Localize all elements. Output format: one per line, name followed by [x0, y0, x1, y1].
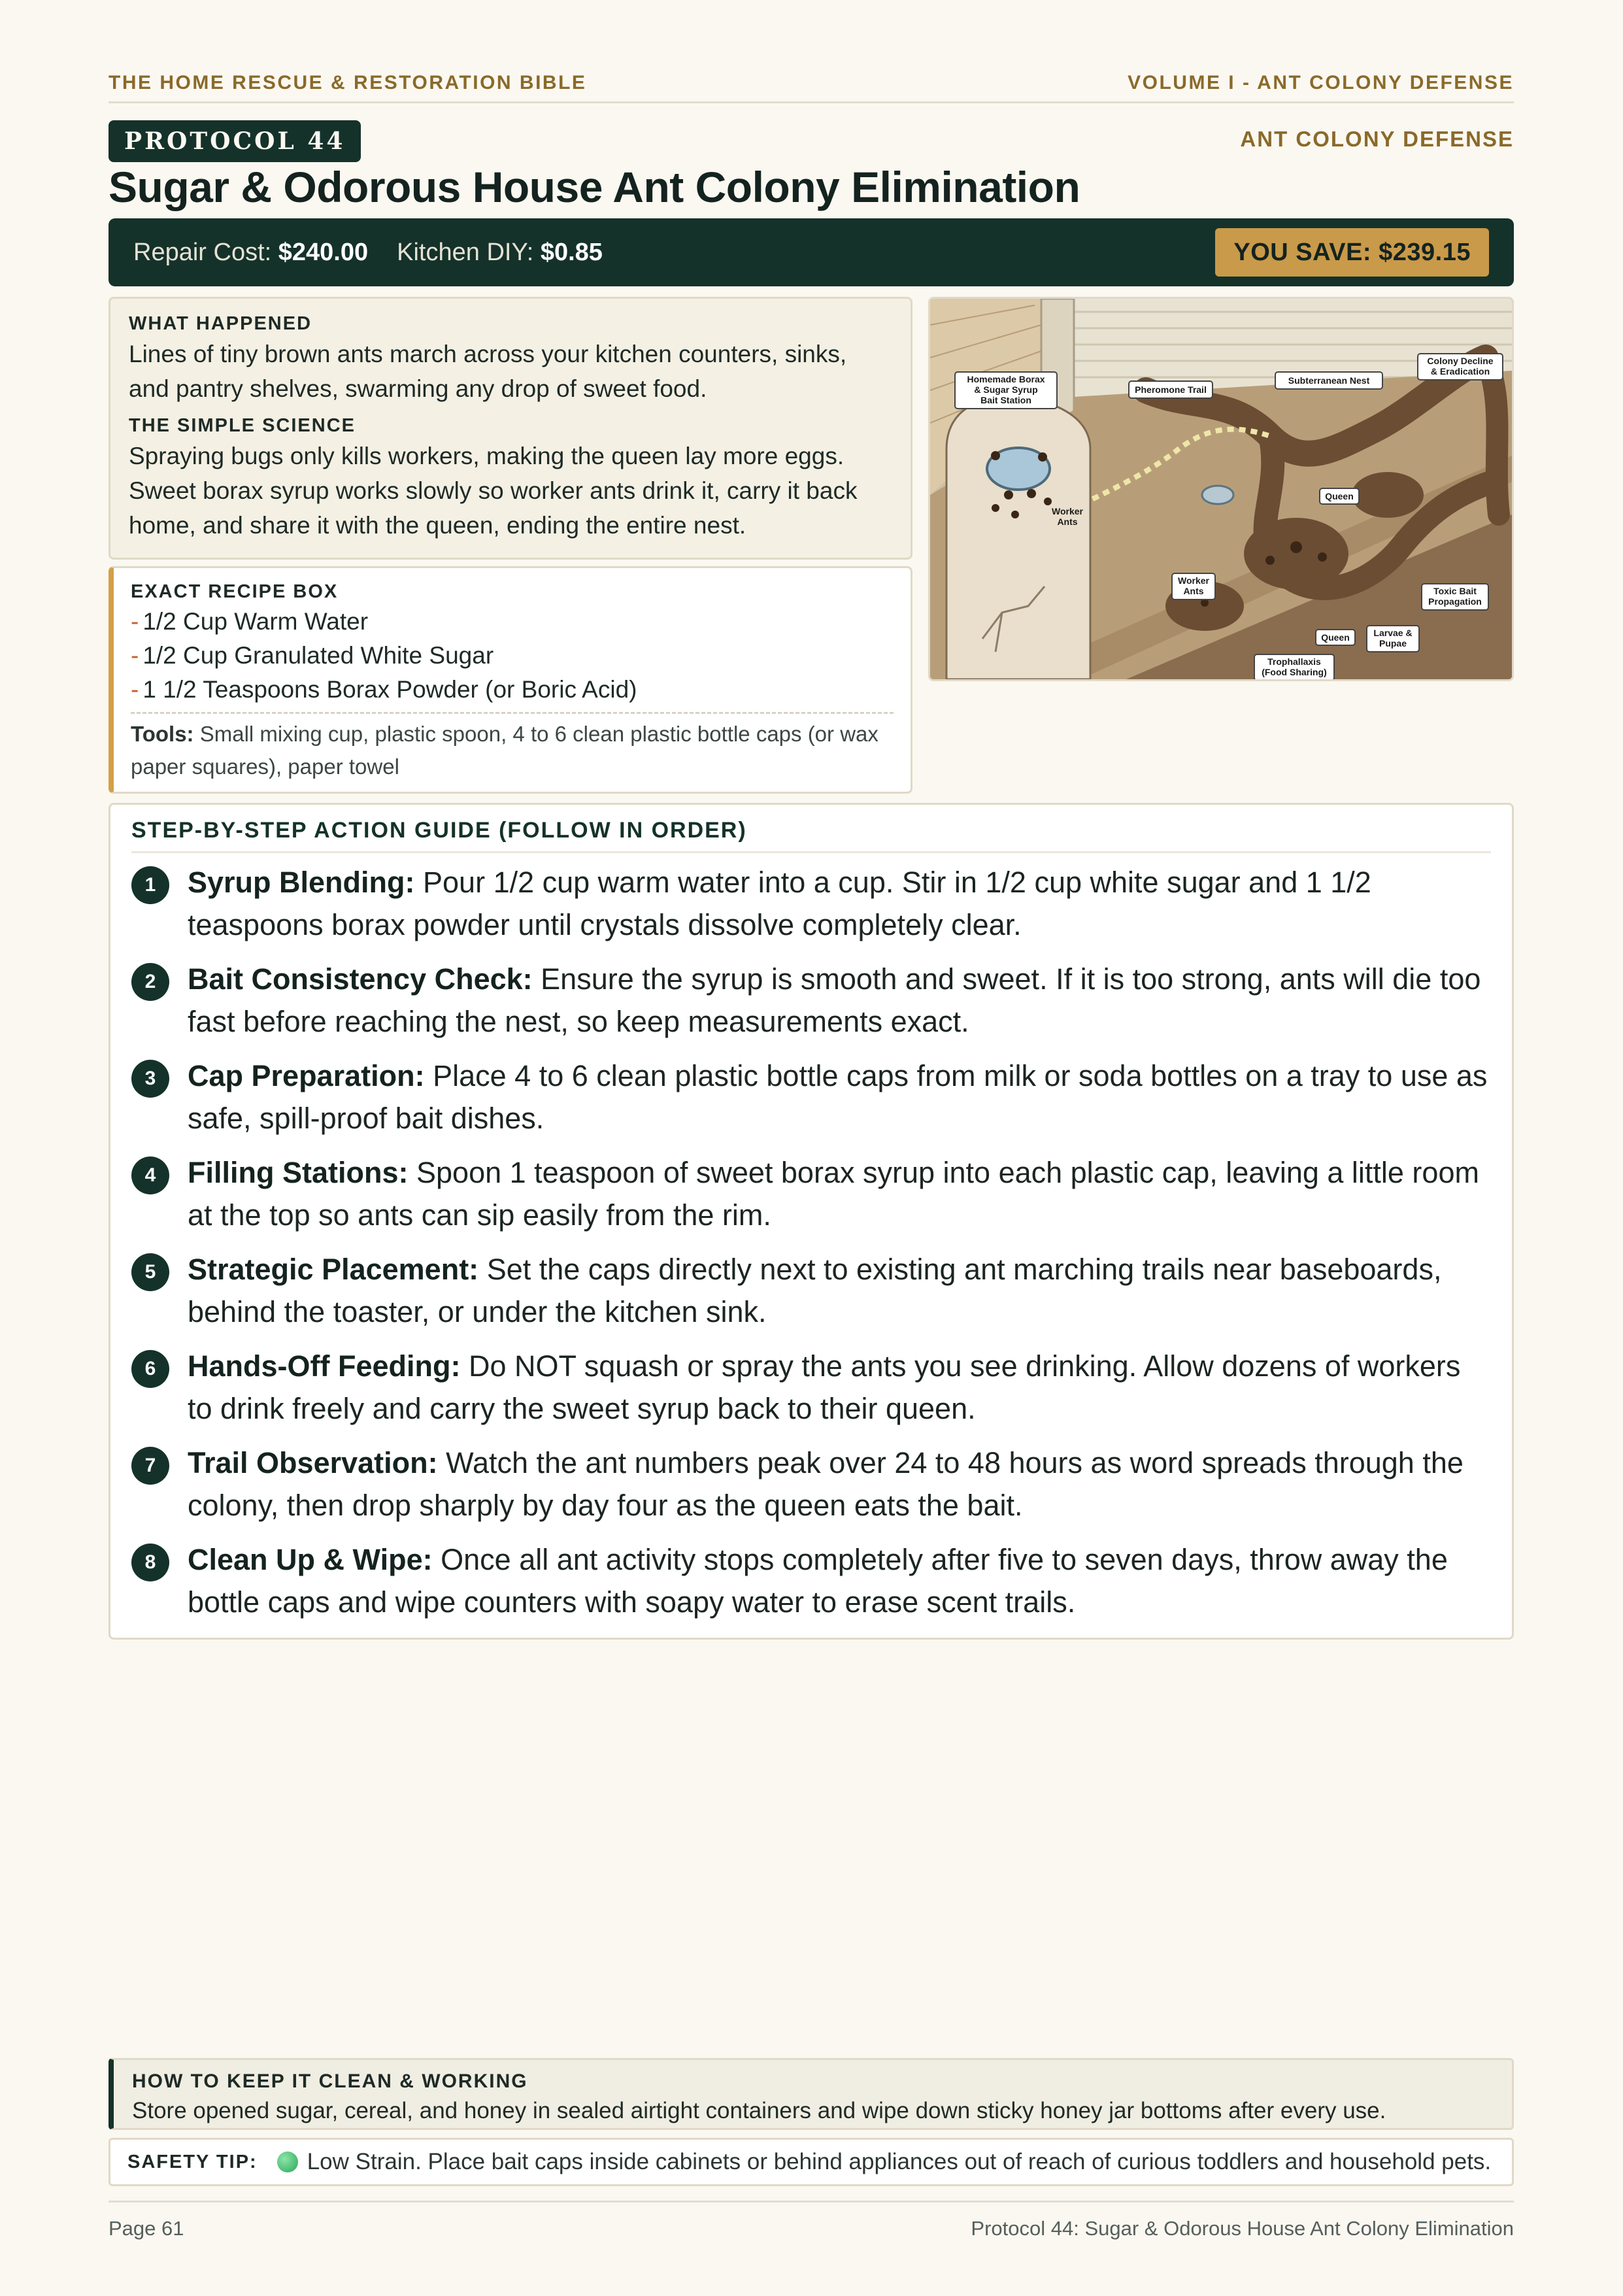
- step-number: 4: [131, 1156, 169, 1194]
- recipe-box: [109, 566, 912, 794]
- label-larvae-1: Larvae &: [1373, 628, 1413, 638]
- step-text: Spoon 1 teaspoon of sweet borax syrup into each plastic cap, leaving a little room at the top so ants can sip easily from the rim.: [188, 1156, 1479, 1232]
- safety-tip-label: SAFETY TIP:: [127, 2151, 258, 2172]
- tools-text: Small mixing cup, plastic spoon, 4 to 6 clean plastic bottle caps (or wax paper squares), paper towel: [131, 722, 878, 779]
- label-worker-ants-mid-1: Worker: [1178, 575, 1209, 586]
- label-trophallaxis-1: Trophallaxis: [1267, 656, 1321, 667]
- label-colony-decline-1: Colony Decline: [1427, 356, 1494, 366]
- green-status-dot-icon: [277, 2152, 298, 2172]
- step-item: [131, 861, 1491, 958]
- repair-cost: [133, 239, 368, 267]
- step-number: 3: [131, 1060, 169, 1098]
- step-title: Filling Stations:: [188, 1156, 409, 1189]
- tools-label: Tools:: [131, 722, 194, 746]
- maintenance-text: Store opened sugar, cereal, and honey in sealed airtight containers and wipe down sticky honey jar bottoms after every use.: [132, 2098, 1386, 2123]
- book-title: THE HOME RESCUE & RESTORATION BIBLE: [109, 71, 587, 93]
- label-queen-top: Queen: [1325, 491, 1354, 501]
- tools-list: [131, 712, 894, 783]
- footer-reference: Protocol 44: Sugar & Odorous House Ant Colony Elimination: [971, 2217, 1514, 2240]
- step-text: Ensure the syrup is smooth and sweet. If it is too strong, ants will die too fast before reaching the nest, so keep measurements exact.: [188, 962, 1481, 1038]
- step-title: Trail Observation:: [188, 1446, 438, 1479]
- step-text: Do NOT squash or spray the ants you see drinking. Allow dozens of workers to drink freely and carry the sweet syrup back to their queen.: [188, 1349, 1461, 1425]
- action-guide-heading: STEP-BY-STEP ACTION GUIDE (FOLLOW IN ORDER): [131, 818, 1491, 853]
- protocol-badge: PROTOCOL 44: [109, 120, 361, 162]
- recipe-item: - 1/2 Cup Warm Water: [131, 608, 369, 635]
- running-header: [109, 64, 1514, 103]
- step-number: 1: [131, 866, 169, 904]
- step-title: Cap Preparation:: [188, 1059, 425, 1092]
- safety-tip-box: [109, 2138, 1514, 2186]
- page-footer: [109, 2201, 1514, 2240]
- label-larvae-2: Pupae: [1379, 638, 1407, 649]
- step-text: Pour 1/2 cup warm water into a cup. Stir in 1/2 cup white sugar and 1 1/2 teaspoons borax powder until crystals dissolve completely clear.: [188, 866, 1371, 941]
- ant-colony-illustration: [928, 297, 1514, 681]
- step-number: 6: [131, 1350, 169, 1388]
- step-number: 5: [131, 1253, 169, 1291]
- step-number: 8: [131, 1544, 169, 1581]
- step-title: Strategic Placement:: [188, 1253, 479, 1286]
- step-title: Hands-Off Feeding:: [188, 1349, 461, 1383]
- step-item: [131, 1538, 1491, 1635]
- maintenance-box: [109, 2058, 1514, 2130]
- diy-cost: [397, 239, 603, 267]
- step-item: [131, 1151, 1491, 1248]
- step-title: Clean Up & Wipe:: [188, 1543, 433, 1576]
- label-bait-station-2: & Sugar Syrup: [974, 384, 1038, 395]
- volume-title: VOLUME I - ANT COLONY DEFENSE: [1128, 71, 1514, 93]
- repair-cost-label: Repair Cost:: [133, 238, 272, 266]
- label-worker-ants-left-1: Worker: [1052, 506, 1083, 516]
- step-number: 7: [131, 1447, 169, 1485]
- what-happened-text: Lines of tiny brown ants march across your kitchen counters, sinks, and pantry shelves, swarming any drop of sweet food.: [129, 341, 847, 402]
- page-number: Page 61: [109, 2217, 184, 2240]
- savings-badge: YOU SAVE: $239.15: [1215, 228, 1489, 277]
- label-toxic-bait-1: Toxic Bait: [1433, 586, 1477, 596]
- recipe-item: - 1 1/2 Teaspoons Borax Powder (or Boric Acid): [131, 676, 637, 703]
- step-text: Watch the ant numbers peak over 24 to 48 hours as word spreads through the colony, then drop sharply by day four as the queen eats the bait.: [188, 1446, 1464, 1522]
- label-colony-decline-2: & Eradication: [1430, 366, 1490, 377]
- label-trophallaxis-2: (Food Sharing): [1262, 667, 1327, 677]
- problem-summary-box: [109, 297, 912, 560]
- label-toxic-bait-2: Propagation: [1428, 596, 1482, 607]
- label-bait-station-1: Homemade Borax: [967, 374, 1045, 384]
- step-title: Syrup Blending:: [188, 866, 415, 899]
- label-worker-ants-mid-2: Ants: [1183, 586, 1204, 596]
- label-worker-ants-left-2: Ants: [1057, 516, 1078, 527]
- step-item: [131, 958, 1491, 1055]
- what-happened-label: WHAT HAPPENED: [129, 313, 312, 334]
- cost-bar: [109, 218, 1514, 286]
- label-subterranean-nest: Subterranean Nest: [1288, 375, 1370, 386]
- repair-cost-value: $240.00: [278, 238, 369, 266]
- page: [109, 0, 1514, 2296]
- step-text: Once all ant activity stops completely after five to seven days, throw away the bottle caps and wipe counters with soapy water to erase scent trails.: [188, 1543, 1448, 1619]
- page-title: Sugar & Odorous House Ant Colony Elimination: [109, 163, 1080, 211]
- label-pheromone-trail: Pheromone Trail: [1135, 384, 1207, 395]
- step-item: [131, 1248, 1491, 1345]
- step-item: [131, 1055, 1491, 1151]
- step-item: [131, 1442, 1491, 1538]
- action-guide: [109, 803, 1514, 1640]
- diy-cost-label: Kitchen DIY:: [397, 238, 534, 266]
- step-text: Set the caps directly next to existing ant marching trails near baseboards, behind the toaster, or under the kitchen sink.: [188, 1253, 1442, 1328]
- step-item: [131, 1345, 1491, 1442]
- maintenance-label: HOW TO KEEP IT CLEAN & WORKING: [132, 2070, 528, 2092]
- safety-tip-text: Low Strain. Place bait caps inside cabinets or behind appliances out of reach of curious toddlers and household pets.: [307, 2149, 1492, 2174]
- step-text: Place 4 to 6 clean plastic bottle caps from milk or soda bottles on a tray to use as safe, spill-proof bait dishes.: [188, 1059, 1488, 1135]
- category-label: ANT COLONY DEFENSE: [1240, 127, 1514, 151]
- simple-science-text: Spraying bugs only kills workers, making the queen lay more eggs. Sweet borax syrup works slowly so worker ants drink it, carry it back home, and share it with the queen, ending the entire nest.: [129, 443, 858, 539]
- step-title: Bait Consistency Check:: [188, 962, 533, 996]
- recipe-label: EXACT RECIPE BOX: [131, 581, 339, 602]
- simple-science-label: THE SIMPLE SCIENCE: [129, 415, 356, 436]
- label-queen-bottom: Queen: [1321, 632, 1350, 643]
- label-bait-station-3: Bait Station: [980, 395, 1031, 405]
- step-number: 2: [131, 963, 169, 1001]
- diy-cost-value: $0.85: [540, 238, 603, 266]
- recipe-item: - 1/2 Cup Granulated White Sugar: [131, 642, 494, 669]
